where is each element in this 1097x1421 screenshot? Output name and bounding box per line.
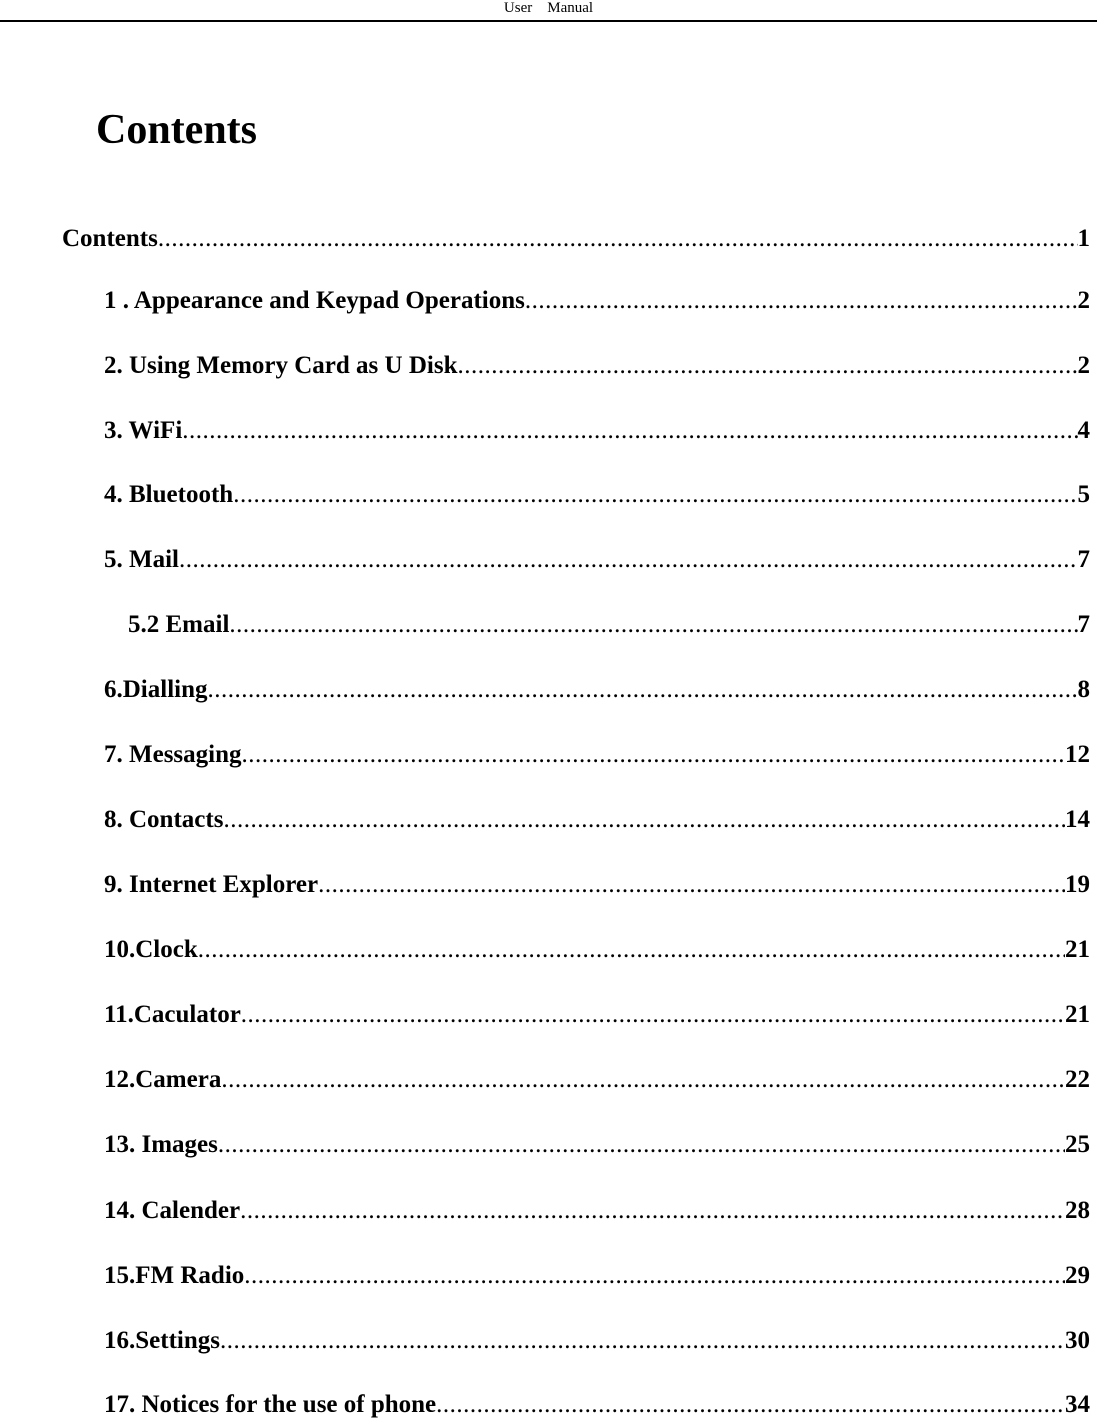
running-header: User Manual — [0, 0, 1097, 22]
toc-entry-title: 8. Contacts — [104, 806, 224, 833]
toc-entry-title: 1 . Appearance and Keypad Operations — [104, 287, 525, 314]
toc-dot-leader — [242, 740, 1066, 770]
toc-dot-leader — [218, 1130, 1065, 1160]
toc-page-number: 7 — [1077, 611, 1090, 638]
toc-entry-wifi[interactable] — [104, 412, 1090, 446]
toc-entry-bluetooth[interactable] — [104, 476, 1090, 510]
toc-page-number: 2 — [1077, 287, 1090, 314]
toc-entry-title: 3. WiFi — [104, 417, 183, 444]
toc-dot-leader — [240, 1196, 1065, 1226]
toc-page-number: 4 — [1077, 417, 1090, 444]
toc-entry-mail[interactable] — [104, 541, 1090, 575]
toc-dot-leader — [233, 480, 1077, 510]
toc-entry-camera[interactable] — [104, 1061, 1090, 1095]
toc-page-number: 25 — [1065, 1131, 1090, 1158]
toc-dot-leader — [318, 870, 1065, 900]
toc-dot-leader — [221, 1065, 1065, 1095]
toc-entry-title: 5.2 Email — [128, 611, 230, 638]
toc-entry-calender[interactable] — [104, 1192, 1090, 1226]
toc-page-number: 21 — [1065, 1001, 1090, 1028]
toc-page-number: 2 — [1077, 352, 1090, 379]
toc-dot-leader — [198, 935, 1065, 965]
toc-dot-leader — [158, 224, 1078, 254]
toc-dot-leader — [220, 1326, 1065, 1356]
toc-entry-title: 16.Settings — [104, 1327, 220, 1354]
toc-entry-images[interactable] — [104, 1126, 1090, 1160]
toc-page-number: 19 — [1065, 871, 1090, 898]
toc-page-number: 8 — [1077, 676, 1090, 703]
toc-entry-notices[interactable] — [104, 1386, 1090, 1420]
toc-entry-internet-explorer[interactable] — [104, 866, 1090, 900]
toc-entry-title: 6.Dialling — [104, 676, 208, 703]
toc-entry-title: 12.Camera — [104, 1066, 222, 1093]
toc-entry-messaging[interactable] — [104, 736, 1090, 770]
toc-dot-leader — [229, 610, 1077, 640]
toc-page-number: 14 — [1065, 806, 1090, 833]
toc-entry-title: 11.Caculator — [104, 1001, 241, 1028]
toc-entry-title: 4. Bluetooth — [104, 481, 234, 508]
toc-entry-title: 2. Using Memory Card as U Disk — [104, 352, 458, 379]
toc-dot-leader — [223, 805, 1065, 835]
toc-entry-title: Contents — [62, 225, 158, 252]
toc-entry-title: 15.FM Radio — [104, 1262, 245, 1289]
toc-page-number: 22 — [1065, 1066, 1090, 1093]
toc-dot-leader — [436, 1390, 1065, 1420]
toc-entry-title: 7. Messaging — [104, 741, 242, 768]
toc-entry-caculator[interactable] — [104, 996, 1090, 1030]
toc-entry-title: 10.Clock — [104, 936, 198, 963]
toc-entry-appearance-keypad[interactable] — [104, 282, 1090, 316]
toc-page-number: 12 — [1065, 741, 1090, 768]
toc-dot-leader — [525, 286, 1078, 316]
toc-entry-title: 13. Images — [104, 1131, 218, 1158]
page-title: Contents — [96, 107, 258, 153]
toc-dot-leader — [182, 416, 1077, 446]
toc-entry-settings[interactable] — [104, 1322, 1090, 1356]
toc-entry-title: 17. Notices for the use of phone — [104, 1391, 437, 1418]
toc-dot-leader — [244, 1261, 1065, 1291]
toc-page-number: 7 — [1077, 546, 1090, 573]
toc-entry-title: 9. Internet Explorer — [104, 871, 319, 898]
toc-entry-fm-radio[interactable] — [104, 1257, 1090, 1291]
toc-page-number: 30 — [1065, 1327, 1090, 1354]
toc-entry-clock[interactable] — [104, 931, 1090, 965]
toc-dot-leader — [457, 351, 1077, 381]
toc-page-number: 5 — [1077, 481, 1090, 508]
toc-page-number: 28 — [1065, 1197, 1090, 1224]
toc-dot-leader — [179, 545, 1078, 575]
toc-page-number: 29 — [1065, 1262, 1090, 1289]
toc-dot-leader — [241, 1000, 1065, 1030]
toc-entry-contacts[interactable] — [104, 801, 1090, 835]
toc-entry-memory-card[interactable] — [104, 347, 1090, 381]
toc-page-number: 34 — [1065, 1391, 1090, 1418]
toc-entry-dialling[interactable] — [104, 671, 1090, 705]
toc-dot-leader — [208, 675, 1078, 705]
toc-entry-title: 5. Mail — [104, 546, 179, 573]
toc-entry-email[interactable] — [128, 606, 1090, 640]
toc-page-number: 1 — [1077, 225, 1090, 252]
toc-page-number: 21 — [1065, 936, 1090, 963]
toc-entry-title: 14. Calender — [104, 1197, 241, 1224]
toc-entry-contents[interactable] — [62, 220, 1090, 254]
